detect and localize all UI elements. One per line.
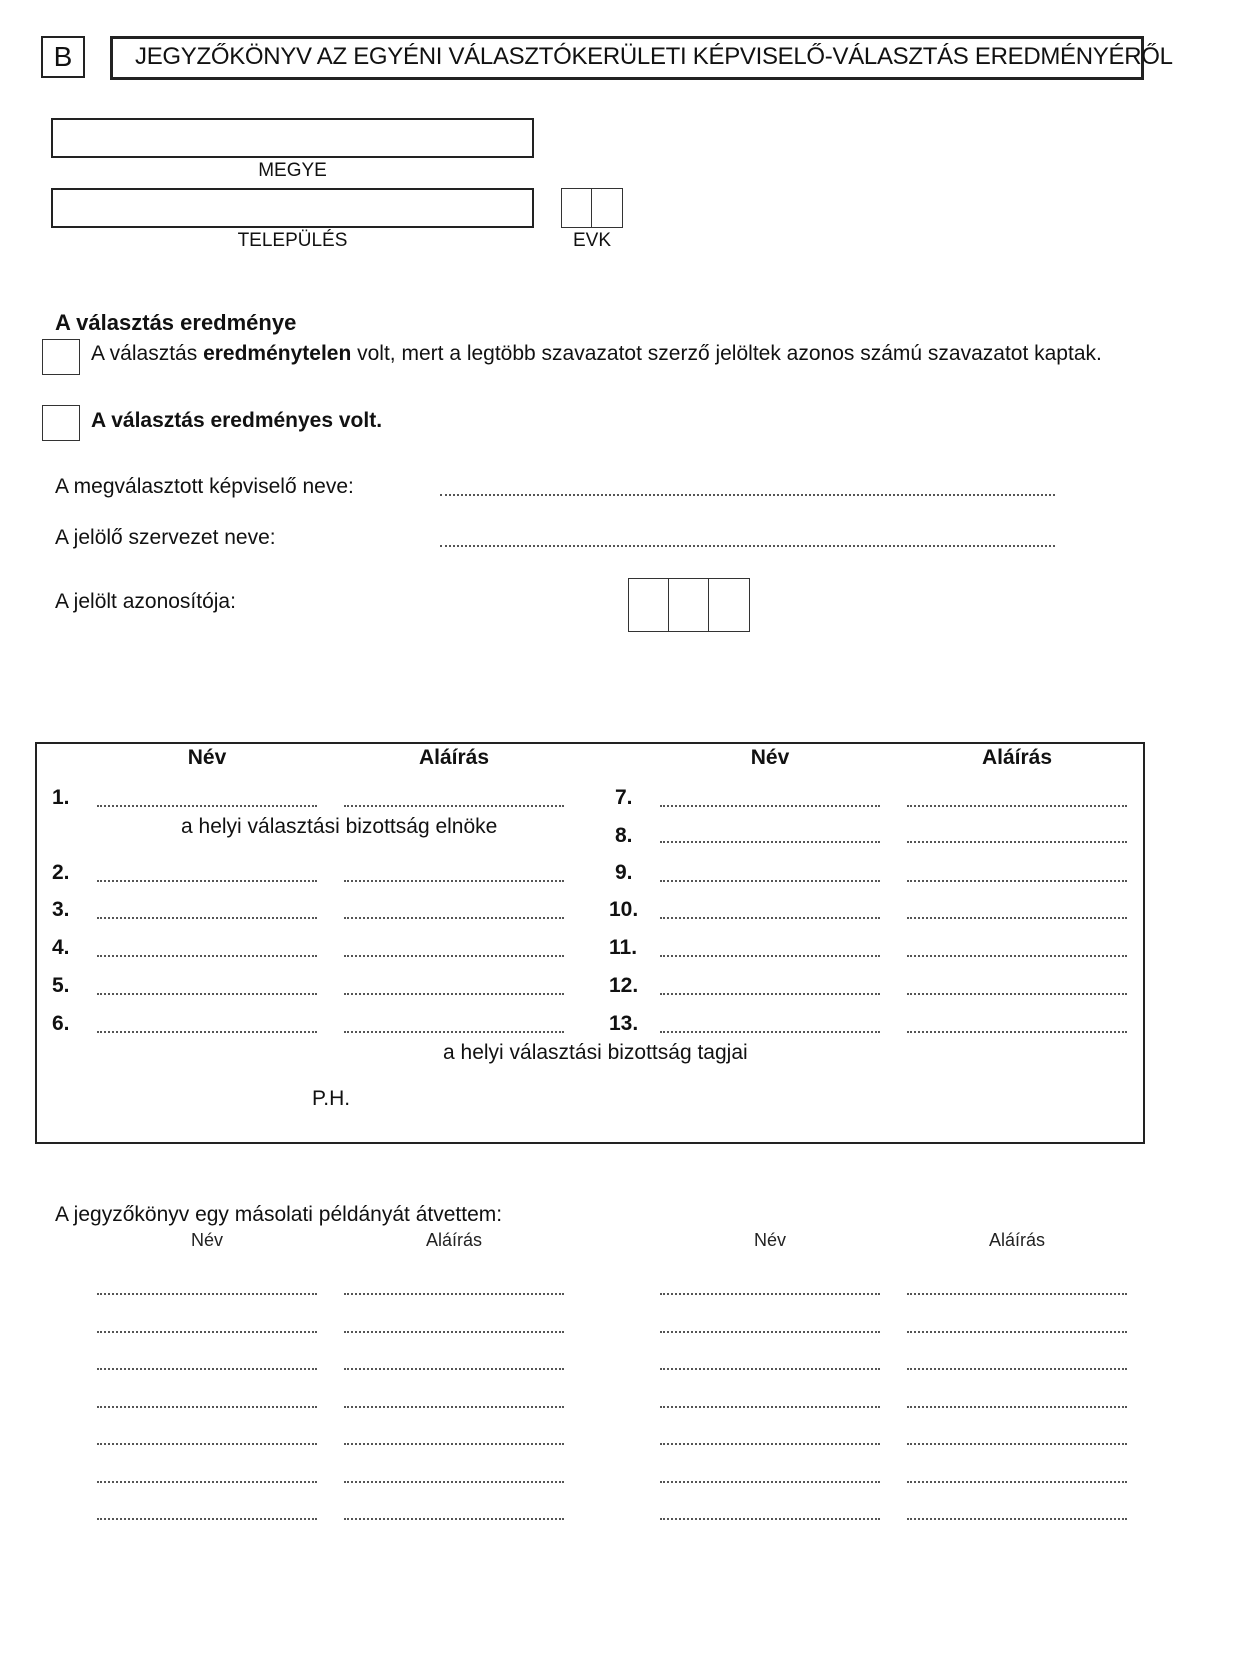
name-line[interactable]: [660, 805, 880, 807]
name-line[interactable]: [97, 805, 317, 807]
telepules-label: TELEPÜLÉS: [237, 230, 348, 251]
row-number: 10.: [609, 898, 639, 921]
copy-name-line[interactable]: [660, 1518, 880, 1520]
signature-line[interactable]: [907, 917, 1127, 919]
copy-signature-line[interactable]: [907, 1368, 1127, 1370]
members-caption: a helyi választási bizottság tagjai: [443, 1041, 748, 1064]
row-number: 2.: [52, 861, 70, 884]
name-line[interactable]: [97, 1031, 317, 1033]
committee-signature-box: [35, 742, 1145, 1144]
row-number: 6.: [52, 1012, 70, 1035]
copy-name-line[interactable]: [660, 1331, 880, 1333]
copy-signature-line[interactable]: [344, 1481, 564, 1483]
signature-line[interactable]: [344, 993, 564, 995]
signature-line[interactable]: [907, 1031, 1127, 1033]
right-signature-header: Aláírás: [981, 746, 1053, 769]
candidate-id-digit-2[interactable]: [668, 578, 709, 632]
evk-digit-2[interactable]: [591, 188, 623, 228]
row-number: 7.: [615, 786, 633, 809]
signature-line[interactable]: [344, 805, 564, 807]
copy-signature-line[interactable]: [344, 1406, 564, 1408]
row-number: 12.: [609, 974, 639, 997]
title-box: [110, 36, 1173, 80]
copy-name-line[interactable]: [97, 1293, 317, 1295]
elected-name-label: A megválasztott képviselő neve:: [55, 475, 354, 498]
copy-name-line[interactable]: [660, 1443, 880, 1445]
row-number: 13.: [609, 1012, 639, 1035]
copy-name-line[interactable]: [97, 1443, 317, 1445]
successful-checkbox[interactable]: [42, 405, 80, 441]
chair-caption: a helyi választási bizottság elnöke: [181, 815, 498, 838]
copy-name-line[interactable]: [97, 1331, 317, 1333]
name-line[interactable]: [660, 917, 880, 919]
copy-signature-line[interactable]: [907, 1481, 1127, 1483]
unsuccessful-label-pre: A választás: [91, 342, 204, 365]
unsuccessful-label: [91, 342, 1102, 366]
candidate-id-label: A jelölt azonosítója:: [55, 590, 236, 613]
copy-left-name-header: Név: [190, 1230, 223, 1250]
copy-signature-line[interactable]: [907, 1293, 1127, 1295]
evk-label: EVK: [572, 230, 612, 251]
row-number: 3.: [52, 898, 70, 921]
name-line[interactable]: [660, 1031, 880, 1033]
row-number: 4.: [52, 936, 70, 959]
signature-line[interactable]: [344, 955, 564, 957]
copy-name-line[interactable]: [97, 1518, 317, 1520]
copy-signature-line[interactable]: [344, 1443, 564, 1445]
telepules-field[interactable]: [51, 188, 534, 228]
copy-signature-line[interactable]: [907, 1331, 1127, 1333]
candidate-id-digit-3[interactable]: [708, 578, 750, 632]
candidate-id-field[interactable]: [628, 578, 750, 632]
row-number: 8.: [615, 824, 633, 847]
copy-right-signature-header: Aláírás: [988, 1230, 1046, 1250]
signature-line[interactable]: [907, 993, 1127, 995]
row-number: 1.: [52, 786, 70, 809]
unsuccessful-checkbox[interactable]: [42, 339, 80, 375]
copy-signature-line[interactable]: [344, 1331, 564, 1333]
name-line[interactable]: [97, 993, 317, 995]
copy-signature-line[interactable]: [344, 1293, 564, 1295]
elected-name-line[interactable]: [440, 494, 1055, 496]
copy-signature-line[interactable]: [907, 1518, 1127, 1520]
signature-line[interactable]: [344, 917, 564, 919]
result-heading: A választás eredménye: [55, 310, 297, 335]
nominating-org-label: A jelölő szervezet neve:: [55, 526, 276, 549]
row-number: 11.: [609, 936, 638, 959]
form-letter: B: [53, 41, 73, 72]
copy-left-signature-header: Aláírás: [425, 1230, 483, 1250]
signature-line[interactable]: [344, 1031, 564, 1033]
name-line[interactable]: [660, 993, 880, 995]
copy-name-line[interactable]: [660, 1368, 880, 1370]
name-line[interactable]: [660, 880, 880, 882]
signature-line[interactable]: [344, 880, 564, 882]
candidate-id-digit-1[interactable]: [628, 578, 669, 632]
form-letter-box: [41, 36, 85, 78]
nominating-org-line[interactable]: [440, 545, 1055, 547]
successful-label: A választás eredményes volt.: [91, 409, 383, 432]
copy-name-line[interactable]: [97, 1368, 317, 1370]
evk-field[interactable]: [561, 188, 623, 228]
copy-signature-line[interactable]: [344, 1368, 564, 1370]
copy-name-line[interactable]: [660, 1406, 880, 1408]
copy-name-line[interactable]: [97, 1406, 317, 1408]
name-line[interactable]: [97, 880, 317, 882]
right-name-header: Név: [750, 746, 790, 769]
signature-line[interactable]: [907, 880, 1127, 882]
name-line[interactable]: [97, 955, 317, 957]
copy-signature-line[interactable]: [907, 1443, 1127, 1445]
name-line[interactable]: [97, 917, 317, 919]
unsuccessful-label-post: volt, mert a legtöbb szavazatot szerző jelöltek azonos számú szavazatot kaptak.: [351, 342, 1102, 365]
copy-name-line[interactable]: [660, 1481, 880, 1483]
copy-name-line[interactable]: [660, 1293, 880, 1295]
unsuccessful-label-bold: eredménytelen: [203, 342, 352, 365]
name-line[interactable]: [660, 955, 880, 957]
copy-signature-line[interactable]: [907, 1406, 1127, 1408]
copy-name-line[interactable]: [97, 1481, 317, 1483]
copy-right-name-header: Név: [753, 1230, 786, 1250]
signature-line[interactable]: [907, 805, 1127, 807]
copy-receipt-heading: A jegyzőkönyv egy másolati példányát átvettem:: [55, 1203, 503, 1226]
signature-line[interactable]: [907, 841, 1127, 843]
left-name-header: Név: [187, 746, 227, 769]
row-number: 9.: [615, 861, 633, 884]
copy-signature-line[interactable]: [344, 1518, 564, 1520]
megye-label: MEGYE: [258, 160, 327, 181]
stamp-placeholder: P.H.: [312, 1087, 351, 1110]
megye-field[interactable]: [51, 118, 534, 158]
name-line[interactable]: [660, 841, 880, 843]
evk-digit-1[interactable]: [561, 188, 592, 228]
signature-line[interactable]: [907, 955, 1127, 957]
left-signature-header: Aláírás: [418, 746, 490, 769]
row-number: 5.: [52, 974, 70, 997]
page-title: JEGYZŐKÖNYV AZ EGYÉNI VÁLASZTÓKERÜLETI KÉPVISELŐ-VÁLASZTÁS EREDMÉNYÉRŐL: [135, 43, 1173, 70]
